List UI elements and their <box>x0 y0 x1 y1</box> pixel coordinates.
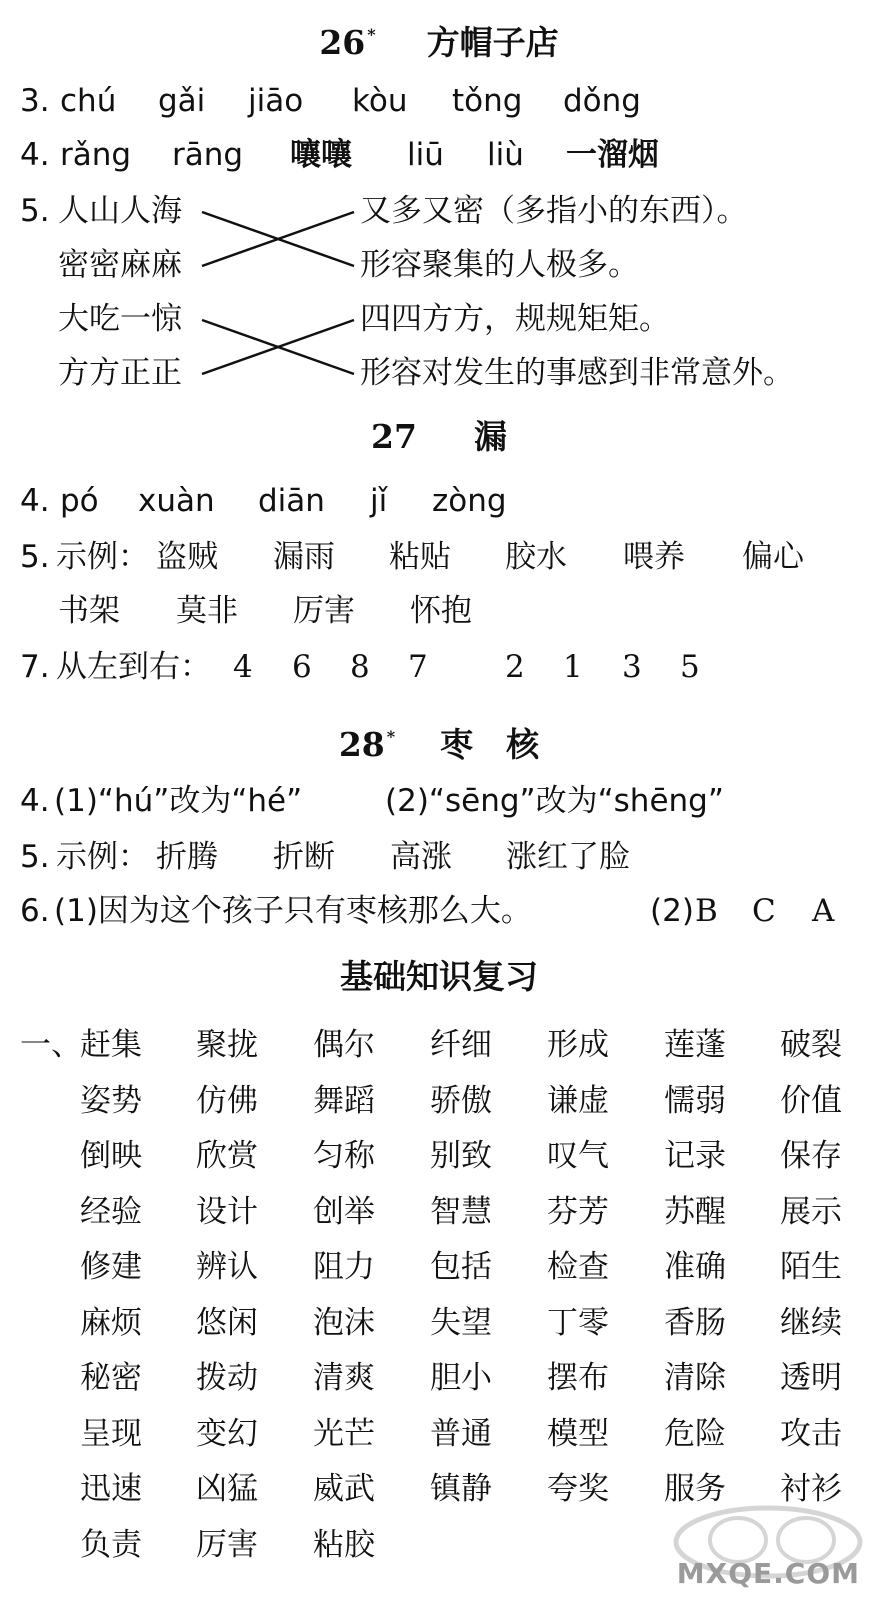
order-prefix: (2) <box>650 893 694 929</box>
review-word: 形成 <box>547 1027 609 1063</box>
correction-item: (2)“sēng”改为“shēng” <box>385 783 724 819</box>
review-word: 辨认 <box>196 1249 258 1285</box>
review-word: 威武 <box>313 1471 375 1507</box>
review-word: 骄傲 <box>430 1082 492 1119</box>
watermark-ring <box>778 1518 834 1562</box>
review-word: 包括 <box>430 1249 492 1285</box>
sec27-q4-number: 4. <box>20 483 50 519</box>
review-word: 夸奖 <box>547 1471 609 1507</box>
review-word: 凶猛 <box>196 1471 258 1507</box>
review-word: 偶尔 <box>313 1027 375 1063</box>
review-word: 倒映 <box>80 1138 142 1174</box>
word-item: 折断 <box>273 839 335 875</box>
review-word: 保存 <box>780 1138 842 1174</box>
word-item: 涨红了脸 <box>506 839 630 875</box>
review-word: 设计 <box>196 1193 258 1230</box>
sec26-q5-number: 5. <box>20 193 50 229</box>
review-word: 莲蓬 <box>664 1027 726 1063</box>
section-27-heading <box>0 412 878 462</box>
review-word: 舞蹈 <box>313 1082 375 1119</box>
order-value: 3 <box>622 649 642 685</box>
review-word: 香肠 <box>664 1304 726 1341</box>
word-item: 书架 <box>58 593 120 629</box>
pinyin-item: xuàn <box>138 483 215 519</box>
review-word: 价值 <box>780 1082 842 1119</box>
review-word: 清爽 <box>313 1360 375 1396</box>
word-item: 厉害 <box>293 593 355 629</box>
review-word: 陌生 <box>780 1249 842 1285</box>
order-value: 7 <box>408 649 428 685</box>
pinyin-item: chú <box>60 83 117 119</box>
sec26-q3-number: 3. <box>20 83 50 119</box>
choice-value: C <box>752 893 776 929</box>
word-item: 喂养 <box>623 539 685 575</box>
review-word: 聚拢 <box>196 1027 258 1063</box>
review-word: 阻力 <box>313 1249 375 1285</box>
review-word: 检查 <box>547 1249 609 1285</box>
order-value: 6 <box>292 649 312 685</box>
review-word: 透明 <box>780 1360 842 1396</box>
review-word: 拨动 <box>196 1360 258 1396</box>
review-word: 纤细 <box>430 1027 492 1063</box>
review-word: 叹气 <box>547 1138 609 1174</box>
watermark-text: MXQE.COM <box>676 1557 860 1590</box>
review-word: 泡沫 <box>313 1304 375 1341</box>
review-q1-number: 一、 <box>20 1027 82 1063</box>
order-value: 8 <box>350 649 370 685</box>
review-word: 创举 <box>313 1193 375 1230</box>
word-item: 怀抱 <box>410 593 472 629</box>
sec26-q4-number: 4. <box>20 137 50 173</box>
correction-item: (1)“hú”改为“hé” <box>54 783 303 819</box>
choice-value: B <box>695 893 718 929</box>
review-word: 准确 <box>664 1249 726 1285</box>
pinyin-item: rāng <box>172 137 244 173</box>
review-word: 谦虚 <box>547 1082 609 1119</box>
pinyin-item: jǐ <box>370 483 388 519</box>
hanzi-item: 一溜烟 <box>566 137 659 173</box>
match-left-item: 密密麻麻 <box>58 247 182 283</box>
pinyin-item: gǎi <box>158 83 206 119</box>
match-line <box>202 212 354 266</box>
review-word: 光芒 <box>313 1415 375 1452</box>
review-word: 变幻 <box>196 1415 258 1452</box>
word-item: 粘贴 <box>389 539 451 575</box>
section-27-number: 27 <box>371 417 417 456</box>
word-item: 高涨 <box>390 839 452 875</box>
match-right-item: 形容对发生的事感到非常意外。 <box>360 355 794 391</box>
pinyin-item: jiāo <box>248 83 304 119</box>
word-item: 盗贼 <box>156 539 218 575</box>
word-item: 漏雨 <box>273 539 335 575</box>
review-word: 经验 <box>80 1193 142 1230</box>
review-word: 模型 <box>547 1415 609 1452</box>
section-28-title: 枣 核 <box>440 725 540 764</box>
example-prefix: 示例： <box>56 839 149 875</box>
review-word: 悠闲 <box>196 1304 258 1341</box>
example-prefix: 示例： <box>56 539 149 575</box>
match-left-item: 方方正正 <box>58 355 182 391</box>
review-word: 继续 <box>780 1304 842 1341</box>
review-word: 摆布 <box>547 1360 609 1396</box>
word-item: 偏心 <box>742 539 804 575</box>
pinyin-item: liù <box>487 137 524 173</box>
review-word: 芬芳 <box>547 1193 609 1230</box>
match-left-item: 人山人海 <box>58 193 182 229</box>
section-28-star: * <box>386 727 396 746</box>
watermark-ring <box>710 1518 766 1562</box>
match-right-item: 四四方方，规规矩矩。 <box>360 301 670 337</box>
match-left-item: 大吃一惊 <box>58 301 182 337</box>
sec28-q5-number: 5. <box>20 839 50 875</box>
review-word: 胆小 <box>430 1360 492 1396</box>
review-word: 呈现 <box>80 1415 142 1452</box>
order-value: 1 <box>563 649 583 685</box>
word-item: 胶水 <box>505 539 567 575</box>
review-word: 麻烦 <box>80 1304 142 1341</box>
review-word: 赶集 <box>80 1027 142 1063</box>
review-word: 别致 <box>430 1138 492 1174</box>
review-word: 丁零 <box>547 1304 609 1341</box>
sec28-q6-number: 6. <box>20 893 50 929</box>
review-word: 懦弱 <box>664 1082 726 1119</box>
pinyin-item: liū <box>407 137 444 173</box>
review-word: 攻击 <box>780 1415 842 1452</box>
section-28-heading <box>0 712 878 762</box>
match-right-item: 形容聚集的人极多。 <box>360 247 639 283</box>
review-word: 清除 <box>664 1360 726 1396</box>
review-word: 危险 <box>664 1415 726 1452</box>
match-line <box>202 320 354 374</box>
pinyin-item: dǒng <box>563 83 641 119</box>
section-26-title: 方帽子店 <box>426 23 559 62</box>
review-word: 衬衫 <box>780 1471 842 1507</box>
reason-answer: (1)因为这个孩子只有枣核那么大。 <box>54 893 532 929</box>
hanzi-item: 嚷嚷 <box>290 137 352 173</box>
review-word: 厉害 <box>196 1526 258 1563</box>
match-right-item: 又多又密（多指小的东西）。 <box>360 193 748 229</box>
pinyin-item: rǎng <box>60 137 132 173</box>
choice-value: A <box>812 893 835 929</box>
order-value: 4 <box>233 649 253 685</box>
review-word: 普通 <box>430 1415 492 1452</box>
pinyin-item: pó <box>60 483 99 519</box>
review-word: 智慧 <box>430 1193 492 1230</box>
match-line <box>202 212 354 266</box>
section-26-star: * <box>367 25 376 44</box>
pinyin-item: diān <box>258 483 325 519</box>
sec27-q7-number: 7. <box>20 649 50 685</box>
section-26-number: 26 <box>319 23 366 62</box>
review-word: 秘密 <box>80 1360 142 1396</box>
section-28-number: 28 <box>338 725 385 764</box>
review-word: 负责 <box>80 1526 142 1563</box>
review-word: 镇静 <box>430 1471 492 1507</box>
pinyin-item: tǒng <box>452 83 523 119</box>
sec28-q4-number: 4. <box>20 783 50 819</box>
match-line <box>202 320 354 374</box>
order-prefix: 从左到右： <box>56 649 211 685</box>
review-word: 修建 <box>80 1249 142 1285</box>
section-26-heading <box>0 10 878 60</box>
order-value: 5 <box>680 649 700 685</box>
order-value: 2 <box>505 649 525 685</box>
review-word: 破裂 <box>780 1027 842 1063</box>
review-word: 仿佛 <box>196 1082 258 1119</box>
review-word: 苏醒 <box>664 1193 726 1230</box>
section-27-title: 漏 <box>473 417 507 456</box>
review-heading <box>0 952 878 1002</box>
review-word: 迅速 <box>80 1471 142 1507</box>
pinyin-item: kòu <box>352 83 408 119</box>
review-title: 基础知识复习 <box>340 957 538 996</box>
review-word: 粘胶 <box>313 1526 375 1563</box>
review-word: 失望 <box>430 1304 492 1341</box>
sec27-q5-number: 5. <box>20 539 50 575</box>
review-word: 展示 <box>780 1193 842 1230</box>
review-word: 服务 <box>664 1471 726 1507</box>
word-item: 折腾 <box>156 839 218 875</box>
pinyin-item: zòng <box>432 483 507 519</box>
word-item: 莫非 <box>176 593 238 629</box>
review-word: 姿势 <box>80 1082 142 1119</box>
review-word: 记录 <box>664 1138 726 1174</box>
review-word: 欣赏 <box>196 1138 258 1174</box>
review-word: 匀称 <box>313 1138 375 1174</box>
